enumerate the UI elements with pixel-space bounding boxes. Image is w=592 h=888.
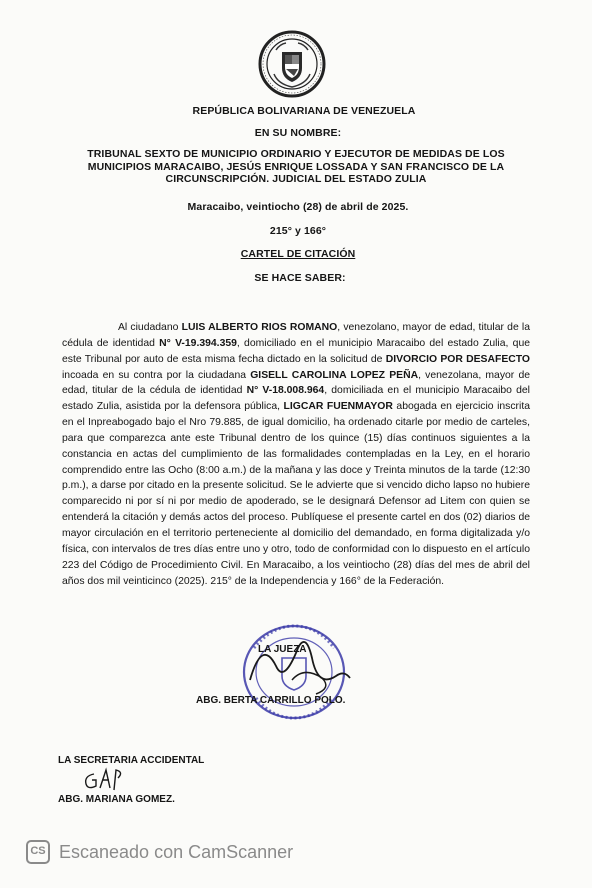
tribunal-heading: TRIBUNAL SEXTO DE MUNICIPIO ORDINARIO Y EJECUTOR DE MEDIDAS DE LOS MUNICIPIOS MARACAIBO, JESÚS ENRIQUE LOSSADA Y SAN FRANCISCO DE LA CIRCUNSCRIPCIÓN. JUDICIAL DEL ESTADO ZULIA — [87, 148, 505, 185]
body-text-segment: abogada en ejercicio inscrita en el Inpreabogado bajo el Nro 79.885, de igual domicilio, ha ordenado citarle por medio de carteles, para que comparezca ante este Tribunal dentro de los quince (15) días continuos siguientes a la constancia en actas del cumplimiento de las formalidades contempladas en la Ley, en el horario comprendido entre las Ocho (8:00 a.m.) de la mañana y las doce y Treinta minutos de la tarde (12:30 p.m.), a darse por citado en la presente solicitud. Se le advierte que si vencido dicho lapso no hubiere comparecido ni por sí ni por medio de apoderado, se le designará Defensor ad Litem con quien se entenderá la citación y demás actos del proceso. Publíquese el presente cartel en dos (02) diarios de mayor circulación en el territorio perteneciente al domicilio del demandado, en forma digitalizada y/o física, con intervalos de tres días entre uno y otro, todo de conformidad con lo dispuesto en el artículo 223 del Código de Procedimiento Civil. En Maracaibo, a los veintiocho (28) días del mes de abril del años dos mil veinticinco (2025). 215° de la Independencia y 166° de la Federación. — [62, 401, 530, 587]
camscanner-logo-icon: CS — [26, 840, 50, 864]
make-known-heading: SE HACE SABER: — [254, 272, 346, 284]
plaintiff-id: N° V-18.008.964 — [246, 385, 325, 397]
camscanner-text: Escaneado con CamScanner — [59, 842, 294, 862]
case-type: DIVORCIO POR DESAFECTO — [385, 353, 530, 365]
coat-of-arms-seal-icon — [258, 30, 326, 98]
body-text-segment: , domiciliada en el municipio Maracaibo del estado Zulia, asistida por la defensora pública, — [62, 385, 530, 413]
plaintiff-name: GISELL CAROLINA LOPEZ PEÑA — [250, 369, 419, 381]
citation-body — [62, 320, 530, 589]
body-text-segment: , domiciliado en el municipio Maracaibo del estado Zulia, que este Tribunal por auto de esta misma fecha dictado en la solicitud de — [62, 337, 530, 365]
defendant-id: N° V-19.394.359 — [159, 337, 237, 349]
judge-name: ABG. BERTA CARRILLO POLO. — [196, 695, 346, 706]
secretary-name: ABG. MARIANA GOMEZ. — [58, 794, 175, 805]
document-title: CARTEL DE CITACIÓN — [240, 248, 356, 260]
secretary-signature-icon — [80, 766, 130, 794]
in-name-heading: EN SU NOMBRE: — [254, 127, 342, 139]
place-date: Maracaibo, veintiocho (28) de abril de 2025. — [187, 201, 409, 213]
lawyer-name: LIGCAR FUENMAYOR — [283, 401, 393, 413]
body-text-segment: , venezolano, mayor de edad, titular de la cédula de identidad — [62, 322, 530, 349]
defendant-name: LUIS ALBERTO RIOS ROMANO — [181, 322, 338, 333]
tribunal-stamp-icon — [232, 618, 352, 726]
republic-heading: REPÚBLICA BOLIVARIANA DE VENEZUELA — [192, 105, 416, 117]
years-line: 215° y 166° — [269, 225, 327, 237]
body-text-segment: incoada en su contra por la ciudadana — [62, 369, 251, 381]
body-text-segment: Al ciudadano — [118, 322, 182, 333]
body-text-segment: , venezolana, mayor de edad, titular de la cédula de identidad — [62, 369, 531, 397]
secretary-title: LA SECRETARIA ACCIDENTAL — [58, 755, 205, 766]
judge-title: LA JUEZA — [258, 644, 307, 655]
